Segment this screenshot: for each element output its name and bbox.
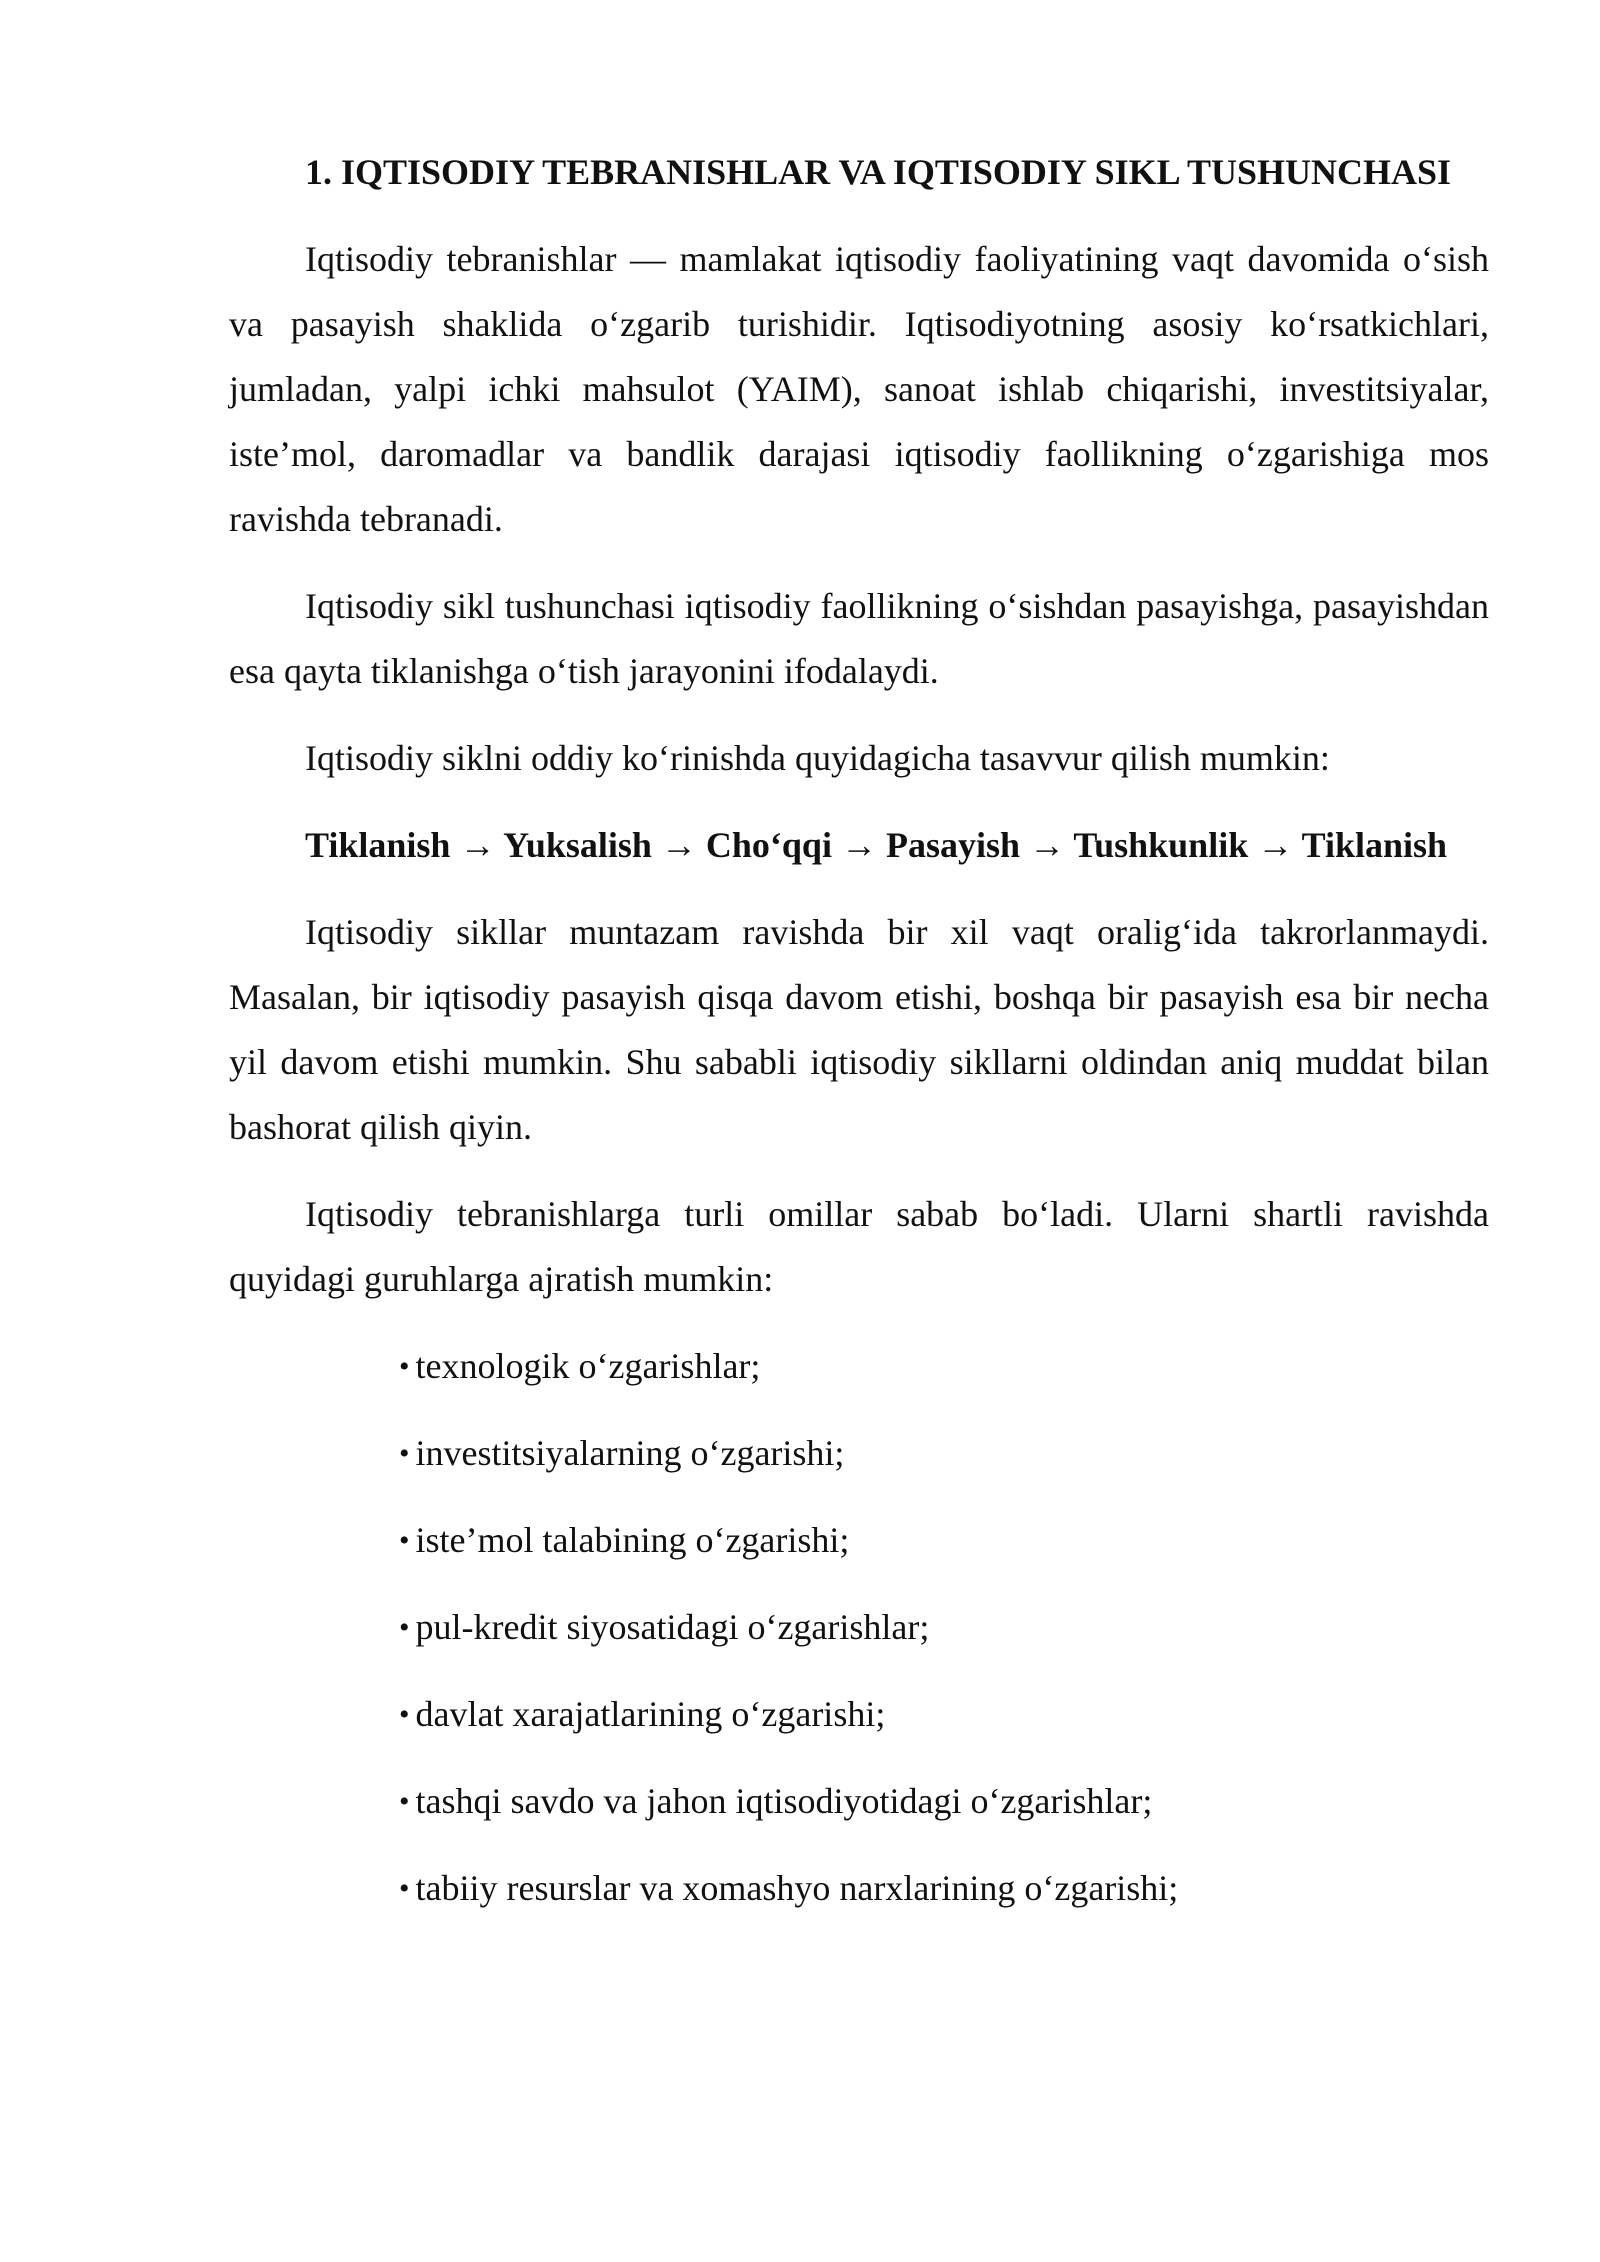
section-number: 1.	[305, 152, 332, 192]
list-item: • davlat xarajatlarining o‘zgarishi;	[399, 1682, 1489, 1747]
paragraph-cycle-concept: Iqtisodiy sikl tushunchasi iqtisodiy faollikning o‘sishdan pasayishga, pasayishdan esa qayta tiklanishga o‘tish jarayonini ifodalaydi.	[229, 586, 1489, 691]
arrow-right-icon: →	[1029, 825, 1066, 865]
arrow-right-icon: →	[1257, 825, 1294, 865]
bullet-icon: •	[399, 1524, 410, 1557]
section-title: IQTISODIY TEBRANISHLAR VA IQTISODIY SIKL TUSHUNCHASI	[341, 152, 1452, 192]
bullet-icon: •	[399, 1872, 410, 1905]
bullet-icon: •	[399, 1350, 410, 1383]
list-item: • tashqi savdo va jahon iqtisodiyotidagi o‘zgarishlar;	[399, 1769, 1489, 1834]
cycle-stage: Tiklanish	[305, 825, 451, 865]
paragraph-factors-intro: Iqtisodiy tebranishlarga turli omillar sabab bo‘ladi. Ularni shartli ravishda quyidagi guruhlarga ajratish mumkin:	[229, 1194, 1489, 1299]
bullet-icon: •	[399, 1785, 410, 1818]
bullet-icon: •	[399, 1611, 410, 1644]
paragraph-irregularity: Iqtisodiy sikllar muntazam ravishda bir xil vaqt oralig‘ida takrorlanmaydi. Masalan, bir iqtisodiy pasayish qisqa davom etishi, boshqa bir pasayish esa bir necha yil davom etishi mumkin. Shu sababli iqtisodiy sikllarni oldindan aniq muddat bilan bashorat qilish qiyin.	[229, 912, 1489, 1147]
document-page	[229, 140, 1489, 1943]
cycle-stage: Pasayish	[885, 825, 1021, 865]
list-item: • iste’mol talabining o‘zgarishi;	[399, 1508, 1489, 1573]
cycle-stage: Cho‘qqi	[705, 825, 832, 865]
bullet-icon: •	[399, 1437, 410, 1470]
list-item: • pul-kredit siyosatidagi o‘zgarishlar;	[399, 1595, 1489, 1660]
factors-list	[229, 1334, 1489, 1921]
cycle-stage: Tiklanish	[1301, 825, 1448, 865]
arrow-right-icon: →	[459, 825, 496, 865]
arrow-right-icon: →	[840, 825, 877, 865]
paragraph-cycle-intro: Iqtisodiy siklni oddiy ko‘rinishda quyidagicha tasavvur qilish mumkin:	[305, 738, 1330, 778]
list-item: • texnologik o‘zgarishlar;	[399, 1334, 1489, 1399]
cycle-stage: Tushkunlik	[1073, 825, 1249, 865]
list-item: • investitsiyalarning o‘zgarishi;	[399, 1421, 1489, 1486]
section-heading	[229, 140, 1489, 205]
arrow-right-icon: →	[660, 825, 697, 865]
cycle-stage: Yuksalish	[503, 825, 652, 865]
list-item: • tabiiy resurslar va xomashyo narxlarining o‘zgarishi;	[399, 1856, 1489, 1921]
paragraph-definition: Iqtisodiy tebranishlar — mamlakat iqtisodiy faoliyatining vaqt davomida o‘sish va pasayish shaklida o‘zgarib turishidir. Iqtisodiyotning asosiy ko‘rsatkichlari, jumladan, yalpi ichki mahsulot (YAIM), sanoat ishlab chiqarishi, investitsiyalar, iste’mol, daromadlar va bandlik darajasi iqtisodiy faollikning o‘zgarishiga mos ravishda tebranadi.	[229, 239, 1489, 539]
cycle-flow	[229, 813, 1489, 878]
bullet-icon: •	[399, 1698, 410, 1731]
